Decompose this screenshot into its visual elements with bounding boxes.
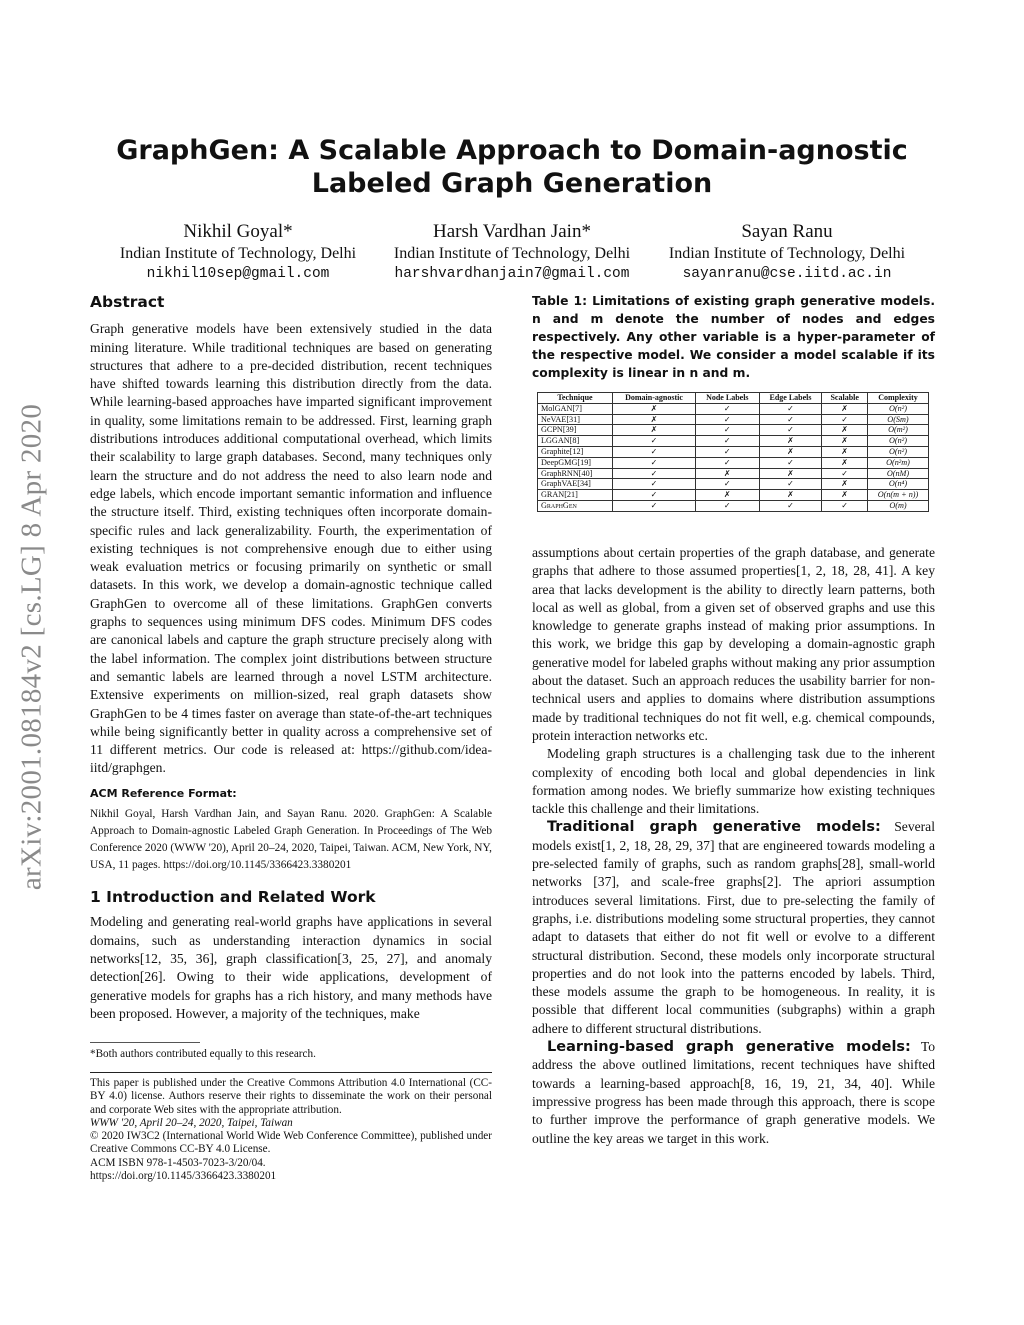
table-cell: ✓ xyxy=(612,457,695,468)
table-cell: ✓ xyxy=(612,479,695,490)
table-cell: ✗ xyxy=(822,479,868,490)
table-cell: ✗ xyxy=(612,403,695,414)
traditional-models-heading: Traditional graph generative models: xyxy=(547,819,881,836)
author-block-1 xyxy=(93,220,383,284)
table-cell: MolGAN[7] xyxy=(538,403,613,414)
author-block-2 xyxy=(367,220,657,284)
table-cell: ✗ xyxy=(759,446,822,457)
table-row xyxy=(538,403,929,414)
table-cell: ✗ xyxy=(759,436,822,447)
table-row xyxy=(538,414,929,425)
license-block xyxy=(90,1072,492,1183)
table-cell: ✗ xyxy=(696,490,759,501)
doi-link[interactable]: https://doi.org/10.1145/3366423.3380201 xyxy=(90,1170,277,1183)
table-cell: ✓ xyxy=(612,436,695,447)
copyright-text: © 2020 IW3C2 (International World Wide Web Conference Committee), published under Creative Commons CC-BY 4.0 License. xyxy=(90,1130,492,1156)
limitations-table xyxy=(537,392,929,512)
author-email[interactable]: nikhil10sep@gmail.com xyxy=(146,266,330,282)
traditional-models-text: Several models exist[1, 2, 18, 28, 29, 37] that are engineered towards modeling a pre-selected family of graphs, such as random graphs[28], small-world networks [37], and scale-free graphs[2]. The apriori assumption introduces several limitations. First, due to pre-selecting the family of graphs, i.e. distributions modeling some structural properties, they cannot adapt to datasets that either do not fit well or evolve to a different structural distribution. Second, these models only incorporate structural properties and do not look into the patterns encoded by labels. Third, these models assume the graph to be homogeneous. In reality, it is possible that different local communities (subgraphs) within a graph adhere to different structural distributions. xyxy=(532,819,935,1036)
table-cell: ✓ xyxy=(612,490,695,501)
table-1-caption: Table 1: Limitations of existing graph generative models. n and m denote the number of nodes and edges respectively. Any other variable is a hyper-parameter of the respective model. We consider a model scalable if its complexity is linear in n and m. xyxy=(532,294,935,380)
table-cell: O(n²) xyxy=(867,436,928,447)
arxiv-identifier: arXiv:2001.08184v2 [cs.LG] 8 Apr 2020 xyxy=(15,403,48,891)
table-cell: ✗ xyxy=(759,468,822,479)
table-cell: ✓ xyxy=(822,500,868,511)
table-cell: O(n(m + n)) xyxy=(867,490,928,501)
author-affiliation: Indian Institute of Technology, Delhi xyxy=(119,245,357,262)
table-cell: ✓ xyxy=(759,403,822,414)
table-cell: LGGAN[8] xyxy=(538,436,613,447)
author-affiliation: Indian Institute of Technology, Delhi xyxy=(393,245,631,262)
table-cell: ✗ xyxy=(822,425,868,436)
table-cell: O(n²m) xyxy=(867,457,928,468)
table-cell: GCPN[39] xyxy=(538,425,613,436)
traditional-models-paragraph xyxy=(532,818,935,1038)
table-cell: ✓ xyxy=(612,446,695,457)
learning-models-paragraph xyxy=(532,1038,935,1148)
table-row xyxy=(538,436,929,447)
table-cell: O(n²) xyxy=(867,446,928,457)
table-cell: ✗ xyxy=(822,436,868,447)
table-cell: ✓ xyxy=(759,479,822,490)
table-header-cell: Edge Labels xyxy=(759,393,822,404)
arxiv-sidebar xyxy=(14,362,50,932)
left-column xyxy=(90,293,492,1023)
author-affiliation: Indian Institute of Technology, Delhi xyxy=(668,245,906,262)
table-cell: O(m²) xyxy=(867,425,928,436)
table-cell: ✗ xyxy=(696,468,759,479)
table-row xyxy=(538,446,929,457)
footnote-rule xyxy=(90,1042,200,1043)
table-cell: DeepGMG[19] xyxy=(538,457,613,468)
author-name: Nikhil Goyal* xyxy=(183,221,293,242)
table-cell: ✗ xyxy=(822,403,868,414)
table-cell: O(Sm) xyxy=(867,414,928,425)
table-body xyxy=(538,403,929,511)
table-cell: ✓ xyxy=(696,446,759,457)
table-cell: ✗ xyxy=(822,446,868,457)
table-cell: ✓ xyxy=(612,468,695,479)
author-name: Sayan Ranu xyxy=(741,221,833,242)
table-header-cell: Scalable xyxy=(822,393,868,404)
table-cell: ✗ xyxy=(612,414,695,425)
table-row xyxy=(538,490,929,501)
learning-models-heading: Learning-based graph generative models: xyxy=(547,1039,911,1056)
table-cell: O(n²) xyxy=(867,403,928,414)
table-cell: ✓ xyxy=(822,468,868,479)
conference-line: WWW '20, April 20–24, 2020, Taipei, Taiwan xyxy=(90,1116,293,1129)
author-name: Harsh Vardhan Jain* xyxy=(433,221,591,242)
intro-continuation: assumptions about certain properties of the graph database, and generate graphs that adhere to those assumed properties[1, 2, 18, 28, 41]. A key area that lacks development is the ability to directly learn patterns, both local as well as global, from a given set of observed graphs and use this knowledge to generate graphs instead of making prior assumptions. In this work, we bridge this gap by developing a domain-agnostic graph generative model for labeled graphs without making any prior assumption about the dataset. Such an approach reduces the usability barrier for non-technical users and applies to domains where distribution assumptions made by traditional techniques do not fit well, e.g. chemical compounds, protein interaction networks etc. xyxy=(532,545,935,743)
table-row xyxy=(538,457,929,468)
table-header-cell: Domain-agnostic xyxy=(612,393,695,404)
author-block-3 xyxy=(642,220,932,284)
table-cell: ✓ xyxy=(696,479,759,490)
table-cell: ✓ xyxy=(759,500,822,511)
table-cell: ✓ xyxy=(696,436,759,447)
intro-paragraph-2: Modeling graph structures is a challenging task due to the inherent complexity of encoding both local and global dependencies in link formation among nodes. We briefly summarize how existing techniques tackle this challenge and their limitations. xyxy=(532,746,935,817)
table-row xyxy=(538,468,929,479)
table-cell: ✗ xyxy=(612,425,695,436)
table-cell: ✗ xyxy=(822,457,868,468)
table-cell: NeVAE[31] xyxy=(538,414,613,425)
table-1 xyxy=(537,392,929,512)
table-header-cell: Node Labels xyxy=(696,393,759,404)
table-cell: ✓ xyxy=(696,414,759,425)
table-cell: ✓ xyxy=(759,425,822,436)
footnote-text: *Both authors contributed equally to this research. xyxy=(90,1048,316,1060)
table-cell: O(nM) xyxy=(867,468,928,479)
abstract-text: Graph generative models have been extensively studied in the data mining literature. While traditional techniques are based on generating structures that adhere to a pre-decided distribution, recent techniques have shifted towards learning this distribution directly from the data. While learning-based approaches have imparted significant improvement in quality, some limitations remain to be addressed. First, learning graph distributions introduces additional computational overhead, which limits their scalability to large graph databases. Second, many techniques only learn the structure and do not address the need to also learn node and edge labels, which encode important semantic information and influence the structure itself. Third, existing techniques often incorporate domain-specific rules and lack generalizability. Fourth, the experimentation of existing techniques is not comprehensive enough due to either using weak evaluation metrics or focusing primarily on synthetic or small datasets. In this work, we develop a domain-agnostic technique called GraphGen to overcome all of these limitations. GraphGen converts graphs to sequences using minimum DFS codes. Minimum DFS codes are canonical labels and capture the graph structure precisely along with the label information. The complex joint distributions between structure and semantic labels are learned through a novel LSTM architecture. Extensive experiments on million-sized, real graph datasets show GraphGen to be 4 times faster on average than state-of-the-art techniques while being significantly better in quality across a comprehensive set of 11 different metrics. Our code is released at: https://github.com/idea-iitd/graphgen. xyxy=(90,321,492,776)
table-row xyxy=(538,479,929,490)
table-row xyxy=(538,425,929,436)
table-cell: ✓ xyxy=(696,500,759,511)
learning-models-text: To address the above outlined limitations, recent techniques have shifted towards a learning-based approach[8, 16, 19, 21, 34, 40]. While impressive progress has been made through this approach, there is scope to further improve the performance of graph generative models. We outline the key areas we target in this work. xyxy=(532,1039,935,1146)
table-cell: ✓ xyxy=(612,500,695,511)
table-header-cell: Complexity xyxy=(867,393,928,404)
table-cell: GraphGen xyxy=(538,500,613,511)
abstract-heading: Abstract xyxy=(90,293,165,311)
table-header-cell: Technique xyxy=(538,393,613,404)
paper-title: GraphGen: A Scalable Approach to Domain-agnostic Labeled Graph Generation xyxy=(116,135,908,199)
section-1-heading: 1 Introduction and Related Work xyxy=(90,888,376,907)
table-cell: GRAN[21] xyxy=(538,490,613,501)
table-header-row xyxy=(538,393,929,404)
table-row-graphgen xyxy=(538,500,929,511)
footnote-area xyxy=(90,1042,492,1061)
table-cell: GraphRNN[40] xyxy=(538,468,613,479)
table-cell: ✓ xyxy=(696,425,759,436)
author-email[interactable]: sayanranu@cse.iitd.ac.in xyxy=(682,266,892,282)
table-cell: ✓ xyxy=(759,457,822,468)
acm-reference-heading: ACM Reference Format: xyxy=(90,786,237,800)
table-cell: ✗ xyxy=(759,490,822,501)
section-1-text: Modeling and generating real-world graphs have applications in several domains, such as understanding interaction dynamics in social networks[12, 35, 36], graph classification[3, 25, 27], and anomaly detection[26]. Owing to their wide applications, development of generative models for graphs has a rich history, and many methods have been proposed. However, a majority of the techniques, make xyxy=(90,914,492,1021)
table-cell: O(n⁴) xyxy=(867,479,928,490)
license-text: This paper is published under the Creative Commons Attribution 4.0 International (CC-BY 4.0) license. Authors reserve their rights to disseminate the work on their personal and corporate Web sites with the appropriate attribution. xyxy=(90,1077,492,1116)
license-rule xyxy=(90,1072,492,1073)
acm-reference-text: Nikhil Goyal, Harsh Vardhan Jain, and Sayan Ranu. 2020. GraphGen: A Scalable Approach to Domain-agnostic Labeled Graph Generation. In Proceedings of The Web Conference 2020 (WWW '20), April 20–24, 2020, Taipei, Taiwan. ACM, New York, NY, USA, 11 pages. https://doi.org/10.1145/3366423.3380201 xyxy=(90,808,492,872)
right-column-text xyxy=(532,544,935,1148)
table-cell: GraphVAE[34] xyxy=(538,479,613,490)
table-cell: ✓ xyxy=(696,403,759,414)
table-cell: ✓ xyxy=(822,414,868,425)
table-cell: Graphite[12] xyxy=(538,446,613,457)
table-cell: ✓ xyxy=(759,414,822,425)
table-cell: O(m) xyxy=(867,500,928,511)
isbn-text: ACM ISBN 978-1-4503-7023-3/20/04. xyxy=(90,1156,266,1169)
author-email[interactable]: harshvardhanjain7@gmail.com xyxy=(394,266,630,282)
table-cell: ✗ xyxy=(822,490,868,501)
table-cell: ✓ xyxy=(696,457,759,468)
